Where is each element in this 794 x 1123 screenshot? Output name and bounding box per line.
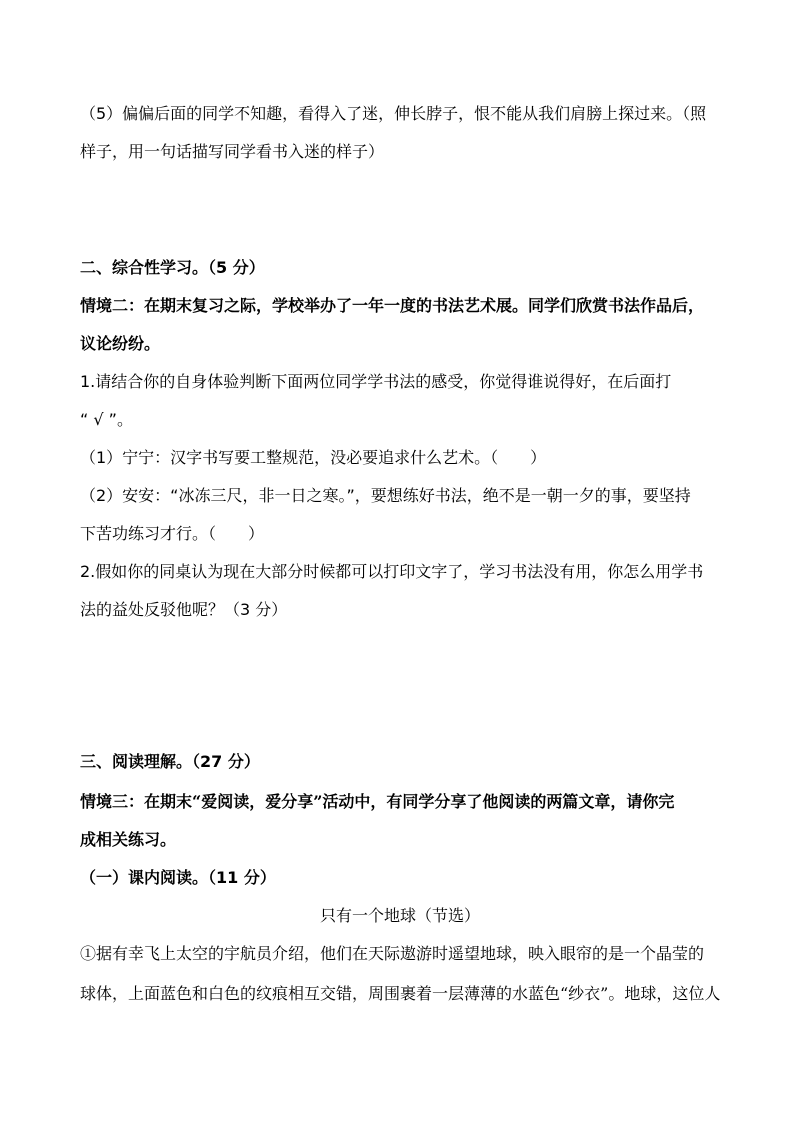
subsection-heading: （一）课内阅读。（11 分） — [80, 868, 276, 887]
question-2-line-2: 法的益处反驳他呢？（3 分） — [80, 600, 288, 619]
question-1-line-2: “ √ ”。 — [80, 410, 133, 429]
section-2-heading: 二、综合性学习。（5 分） — [80, 258, 265, 277]
question-1-item-1: （1）宁宁：汉字书写要工整规范，没必要追求什么艺术。（ ） — [80, 448, 547, 467]
question-2-line-1: 2.假如你的同桌认为现在大部分时候都可以打印文字了，学习书法没有用，你怎么用学书 — [80, 562, 704, 581]
scenario-3-line-2: 成相关练习。 — [80, 830, 177, 849]
scenario-2-line-1: 情境二：在期末复习之际，学校举办了一年一度的书法艺术展。同学们欣赏书法作品后， — [80, 296, 705, 315]
scenario-3-line-1: 情境三：在期末“爱阅读，爱分享”活动中，有同学分享了他阅读的两篇文章，请你完 — [80, 792, 675, 811]
article-title: 只有一个地球（节选） — [319, 906, 480, 925]
question-1-item-2-line-1: （2）安安：“冰冻三尺，非一日之寒。”，要想练好书法，绝不是一朝一夕的事，要坚持 — [80, 486, 691, 505]
question-1-line-1: 1.请结合你的自身体验判断下面两位同学学书法的感受，你觉得谁说得好，在后面打 — [80, 372, 672, 391]
article-paragraph-1-line-1: ①据有幸飞上太空的宇航员介绍，他们在天际遨游时遥望地球，映入眼帘的是一个晶莹的 — [80, 944, 705, 963]
question-1-item-2-line-2: 下苦功练习才行。（ ） — [80, 524, 265, 543]
article-paragraph-1-line-2: 球体，上面蓝色和白色的纹痕相互交错，周围裹着一层薄薄的水蓝色“纱衣”。地球，这位人 — [80, 984, 721, 1003]
scenario-2-line-2: 议论纷纷。 — [80, 334, 161, 353]
section-3-heading: 三、阅读理解。（27 分） — [80, 752, 260, 771]
question-5-line-2: 样子，用一句话描写同学看书入迷的样子） — [80, 142, 385, 161]
question-5-line-1: （5）偏偏后面的同学不知趣，看得入了迷，伸长脖子，恨不能从我们肩膀上探过来。（照 — [80, 104, 707, 123]
